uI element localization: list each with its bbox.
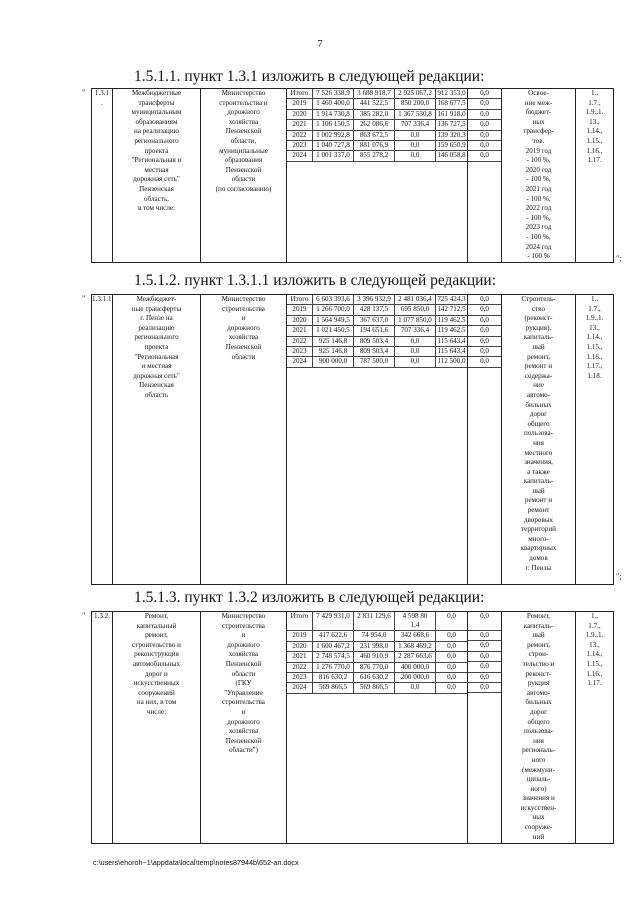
amount-cell: 0,0 [395,151,436,161]
amount-cell: 863 672,5 [354,130,395,140]
open-quote-3: " [82,611,86,620]
financing-row [287,662,468,672]
amount-cell: 876 770,0 [354,662,395,672]
financing-row [287,99,468,109]
amount-cell: 0,0 [468,141,501,151]
amount-cell: 1 021 450,5 [313,326,354,336]
financing-row [287,151,468,161]
amount-cell: 115 643,4 [437,336,466,345]
financing-extra [468,89,502,263]
amount-cell: 441 522,5 [354,99,395,109]
section-heading-1: 1.5.1.1. пункт 1.3.1 изложить в следующей редакции: [134,68,485,85]
amount-cell: 0,0 [468,89,501,99]
amount-cell: 2 481 036,4 [395,295,436,305]
amount-cell: 569 866,5 [313,683,354,693]
financing-row [287,305,468,315]
amount-cell: 0,0 [436,612,468,631]
amount-cell: 3 688 918,7 [354,89,395,99]
activity-name: Ремонт, капитальный ремонт, строительство и реконструкция автомобильных дорог и искусственных сооружений на них, в том числе: [113,612,201,844]
financing-table [286,294,468,368]
financing-table [286,611,468,694]
year-cell: 2024 [287,683,313,693]
amount-cell: 0,0 [436,662,468,672]
year-cell: 2023 [287,346,313,356]
financing-row [287,672,468,682]
financing-row [287,109,468,119]
financing-extra [468,295,502,585]
amount-cell: 0,0 [468,337,501,347]
amount-cell: 1 367 530,8 [395,109,436,119]
amount-cell: 417 622,6 [313,631,354,641]
amount-cell: 0,0 [468,295,501,305]
links: 1., 1.7., 1.9.,1. 13., 1.14., 1.15., 1.16., 1.17., 1.18. [576,295,614,585]
amount-cell: 881 076,9 [354,140,395,150]
section-table-2 [91,294,614,585]
close-quote-2: "; [616,572,622,581]
amount-cell: 0,0 [395,336,436,346]
amount-cell: 0,0 [468,683,501,693]
amount-cell: 119 462,5 [437,326,466,335]
amount-cell: 0,0 [468,347,501,357]
amount-cell: 0,0 [468,662,501,672]
year-cell: 2021 [287,652,313,662]
year-cell: 2022 [287,130,313,140]
financing-row [287,652,468,662]
financing-row [287,336,468,346]
section-heading-2: 1.5.1.2. пункт 1.3.1.1 изложить в следующей редакции: [134,272,497,289]
amount-cell: 0,0 [436,672,468,682]
amount-cell: 136 727,5 [437,120,466,129]
financing-extra [468,612,502,844]
amount-cell: 0,0 [436,631,468,641]
amount-cell: 7 526 338,9 [313,89,354,99]
amount-cell: 0,0 [395,140,436,150]
indicator: Освое- ние меж- бюджет- ных трансфер- тов. 2019 год - 100 %, 2020 год - 100 %, 2021 год - 100 %, 2022 год - 100 %, 2023 год - 100 %, 2024 год - 100 % [502,89,576,263]
amount-cell: 1 077 850,0 [395,315,436,325]
year-cell: 2020 [287,641,313,651]
amount-cell: 0,0 [468,99,501,109]
year-cell: 2021 [287,120,313,130]
year-cell: 2024 [287,357,313,367]
section-table-1 [91,88,614,263]
amount-cell: 74 954,0 [354,631,395,641]
amount-cell: 1 001 337,0 [313,151,354,161]
open-quote-2: " [82,294,86,303]
year-cell: Итого [287,612,313,631]
year-cell: Итого [287,89,313,99]
amount-cell: 194 651,6 [354,326,395,336]
amount-cell: 0,0 [468,641,501,651]
amount-cell: 725 424,3 [437,295,466,303]
indicator: Строитель- ство (реконст- рукция), капиталь- ный ремонт, ремонт и содержа- ние автомо- бильных дорог общего пользова- ния местного значения, а также капиталь- ный ремонт и ремонт дворовых территорий много- квартирных домов г. Пензы [502,295,576,585]
row-code: 1.3.2. [92,612,113,844]
year-cell: 2019 [287,99,313,109]
amount-cell: 0,0 [436,652,468,662]
indicator: Ремонт, капиталь- ный ремонт, строи- тельство и реконст- рукция автомо- бильных дорог общего пользова- ния региональ- ного (межмуни- ципаль- ного) значения и искусствен- ных сооруже- ний [502,612,576,844]
amount-cell: 2 925 067,2 [395,89,436,99]
amount-cell: 112 500,0 [437,357,466,366]
financing-row [287,641,468,651]
page-number: 7 [317,38,323,50]
amount-cell: 159 650,9 [437,140,466,149]
amount-cell: 1 002 992,8 [313,130,354,140]
executor: Министерство строительства и дорожного хозяйства Пензенской области [201,295,287,585]
year-cell: 2020 [287,315,313,325]
amount-cell: 0,0 [468,131,501,141]
amount-cell: 1 564 949,5 [313,315,354,325]
amount-cell: 2 287 663,6 [395,652,436,662]
financing-row [287,683,468,693]
amount-cell: 115 643,4 [437,346,466,355]
amount-cell: 1 368 469,2 [395,641,436,651]
amount-cell: 0,0 [468,120,501,130]
row-code: 1.3.1.1. [92,295,113,585]
amount-cell: 146 058,8 [437,151,466,160]
amount-cell: 787 500,0 [354,357,395,367]
amount-cell: 0,0 [436,641,468,651]
year-cell: 2020 [287,109,313,119]
year-cell: Итого [287,295,313,305]
amount-cell: 0,0 [468,110,501,120]
amount-cell: 231 998,0 [354,641,395,651]
amount-cell: 142 712,5 [437,305,466,314]
amount-cell: 855 278,2 [354,151,395,161]
amount-cell: 569 866,5 [354,683,395,693]
amount-cell: 0,0 [468,151,501,161]
financing-table [286,88,468,162]
financing-row [287,120,468,130]
amount-cell: 400 000,0 [395,662,436,672]
amount-cell: 1 460 400,0 [313,99,354,109]
year-cell: 2021 [287,326,313,336]
amount-cell: 925 146,8 [313,346,354,356]
section-table-3 [91,611,614,844]
amount-cell: 0,0 [468,305,501,315]
amount-cell: 200 000,0 [395,672,436,682]
amount-cell: 0,0 [395,683,436,693]
amount-cell: 900 000,0 [313,357,354,367]
amount-cell: 0,0 [468,357,501,367]
year-cell: 2022 [287,662,313,672]
year-cell: 2019 [287,305,313,315]
amount-cell: 2 831 129,6 [354,612,395,631]
amount-cell: 0,0 [468,612,501,631]
amount-cell: 428 137,5 [354,305,395,315]
amount-cell: 460 910,9 [354,652,395,662]
amount-cell: 850 200,0 [395,99,436,109]
amount-cell: 1 266 700,0 [313,305,354,315]
amount-cell: 0,0 [468,652,501,662]
amount-cell: 0,0 [468,631,501,641]
links: 1., 1.7., 1.9.,1. 13., 1.14., 1.15., 1.16., 1.17. [576,612,614,844]
financing-row [287,612,468,631]
financing-row [287,357,468,367]
year-cell: 2023 [287,140,313,150]
open-quote-1: " [82,88,86,97]
financing-row [287,89,468,99]
amount-cell: 367 637,0 [354,315,395,325]
links: 1., 1.7., 1.9.,1. 13., 1.14., 1.15., 1.16., 1.17. [576,89,614,263]
amount-cell: 3 396 932,9 [354,295,395,305]
amount-cell: 0,0 [468,316,501,326]
financing-row [287,130,468,140]
amount-cell: 0,0 [468,673,501,683]
file-path-footer: c:\users\ehoroh~1\appdata\local\temp\notes87944b\652-an.docx [93,858,299,867]
financing-row [287,295,468,305]
executor: Министерство строительства и дорожного хозяйства Пензенской области, муниципальные образования Пензенской области (по согласованию) [201,89,287,263]
amount-cell: 342 668,6 [395,631,436,641]
executor: Министерство строительства и дорожного хозяйства Пензенской области (ГКУ "Управление строительства и дорожного хозяйства Пензенской области") [201,612,287,844]
amount-cell: 912 353,0 [437,89,466,97]
financing-row [287,631,468,641]
amount-cell: 385 282,0 [354,109,395,119]
amount-cell: 809 503,4 [354,346,395,356]
amount-cell: 4 598 80 1,4 [395,612,436,631]
amount-cell: 6 603 393,6 [313,295,354,305]
amount-cell: 695 850,0 [395,305,436,315]
amount-cell: 1 914 730,8 [313,109,354,119]
activity-name: Межбюджетные трансферты муниципальным образованиям на реализацию регионального проекта "Региональная и местная дорожная сеть" Пензенская область, в том числе: [113,89,201,263]
amount-cell: 168 677,5 [437,99,466,108]
amount-cell: 0,0 [436,683,468,693]
activity-name: Межбюджет- ные трансферты г. Пензе на реализацию регионального проекта "Региональная и местная дорожная сеть" Пензенская область [113,295,201,585]
amount-cell: 816 630,2 [313,672,354,682]
year-cell: 2022 [287,336,313,346]
amount-cell: 0,0 [395,346,436,356]
year-cell: 2023 [287,672,313,682]
row-code: 1.3.1 . [92,89,113,263]
amount-cell: 139 320,3 [437,130,466,139]
financing-row [287,315,468,325]
year-cell: 2024 [287,151,313,161]
amount-cell: 0,0 [395,357,436,367]
amount-cell: 161 918,0 [437,109,466,118]
section-heading-3: 1.5.1.3. пункт 1.3.2 изложить в следующей редакции: [134,589,485,606]
amount-cell: 925 146,8 [313,336,354,346]
amount-cell: 0,0 [468,326,501,336]
amount-cell: 1 106 150,5 [313,120,354,130]
financing-row [287,140,468,150]
amount-cell: 616 630,2 [354,672,395,682]
year-cell: 2019 [287,631,313,641]
amount-cell: 1 040 727,8 [313,140,354,150]
amount-cell: 707 336,4 [395,120,436,130]
financing-row [287,326,468,336]
financing-row [287,346,468,356]
amount-cell: 0,0 [395,130,436,140]
amount-cell: 1 276 770,0 [313,662,354,672]
amount-cell: 119 462,5 [437,315,466,324]
amount-cell: 707 336,4 [395,326,436,336]
amount-cell: 262 086,6 [354,120,395,130]
amount-cell: 809 503,4 [354,336,395,346]
close-quote-1: "; [616,254,622,263]
amount-cell: 7 429 931,0 [313,612,354,631]
amount-cell: 2 748 574,5 [313,652,354,662]
amount-cell: 1 600 467,2 [313,641,354,651]
